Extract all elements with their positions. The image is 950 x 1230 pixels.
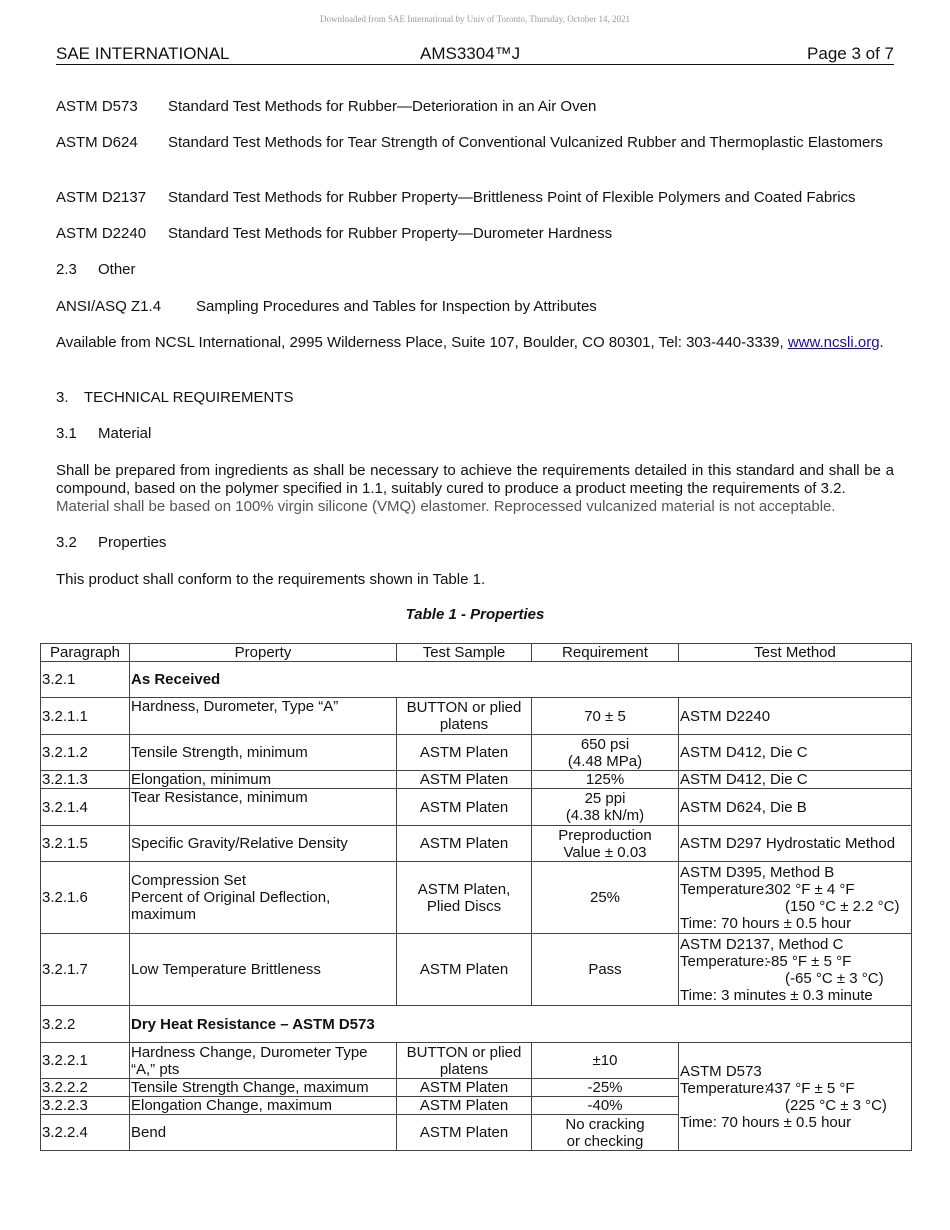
download-watermark: Downloaded from SAE International by Univ of Toronto, Thursday, October 14, 2021	[320, 14, 630, 24]
table-row	[41, 789, 912, 826]
property-cell: Tear Resistance, minimum	[130, 789, 397, 826]
reference-code: ASTM D624	[56, 134, 138, 151]
temperature-c: (150 °C ± 2.2 °C)	[785, 897, 900, 915]
section-3-2-heading	[56, 534, 894, 552]
reference-astm-d2137	[56, 189, 894, 207]
section-row-dry-heat	[41, 1006, 912, 1043]
temperature-f: -85 °F ± 5 °F	[766, 952, 852, 970]
paragraph-cell: 3.2.2.2	[41, 1079, 130, 1097]
method-cell: ASTM D412, Die C	[679, 735, 912, 771]
paragraph-cell: 3.2.2.1	[41, 1043, 130, 1079]
method-cell: ASTM D297 Hydrostatic Method	[679, 826, 912, 862]
method-temperature	[680, 881, 910, 898]
method-cell: ASTM D624, Die B	[679, 789, 912, 826]
section-2-3-heading	[56, 261, 894, 279]
method-time: Time: 70 hours ± 0.5 hour	[680, 914, 852, 932]
paragraph-cell: 3.2.1.3	[41, 771, 130, 789]
requirement-line: Preproduction	[558, 826, 652, 844]
section-title-cell: As Received	[130, 662, 912, 698]
sample-line: platens	[439, 1060, 489, 1078]
header-page-number: Page 3 of 7	[807, 44, 894, 63]
table-row	[41, 826, 912, 862]
sample-line: Plied Discs	[426, 897, 502, 915]
requirement-line: No cracking	[565, 1115, 645, 1133]
paragraph-cell: 3.2.2.4	[41, 1115, 130, 1151]
requirement-cell: -40%	[532, 1097, 679, 1115]
method-cell: ASTM D2240	[679, 698, 912, 735]
reference-title: Standard Test Methods for Rubber Property—Durometer Hardness	[168, 225, 613, 242]
section-title: Other	[98, 261, 136, 278]
sample-line: ASTM Platen,	[417, 880, 511, 898]
reference-title: Standard Test Methods for Rubber—Deterioration in an Air Oven	[168, 98, 597, 115]
paragraph-cell: 3.2.1.6	[41, 862, 130, 934]
dry-heat-method-cell	[679, 1043, 912, 1151]
reference-title: Standard Test Methods for Tear Strength of Conventional Vulcanized Rubber and Thermoplastic Elastomers	[168, 134, 883, 151]
method-time: Time: 3 minutes ± 0.3 minute	[680, 986, 873, 1004]
property-cell	[130, 862, 397, 934]
column-header: Test Method	[679, 644, 912, 662]
section-title-cell: Dry Heat Resistance – ASTM D573	[130, 1006, 912, 1043]
method-line: ASTM D573	[680, 1062, 762, 1080]
sample-cell: ASTM Platen	[397, 771, 532, 789]
availability-period: .	[879, 334, 884, 351]
method-temperature	[680, 953, 910, 970]
paragraph-cell: 3.2.1.7	[41, 934, 130, 1006]
table-row	[41, 771, 912, 789]
property-cell: Hardness Change, Durometer Type “A,” pts	[130, 1043, 397, 1079]
reference-astm-d2240	[56, 225, 894, 243]
reference-astm-d573	[56, 98, 894, 116]
property-line: Percent of Original Deflection, maximum	[131, 889, 331, 923]
property-cell: Bend	[130, 1115, 397, 1151]
section-number: 3.	[56, 389, 69, 406]
sample-line: platens	[439, 716, 489, 733]
section-number: 2.3	[56, 261, 77, 278]
reference-code: ASTM D2137	[56, 189, 147, 206]
ncsli-link[interactable]: www.ncsli.org	[787, 334, 880, 351]
requirement-cell	[532, 789, 679, 826]
temperature-c: (225 °C ± 3 °C)	[785, 1096, 887, 1114]
properties-paragraph: This product shall conform to the requirements shown in Table 1.	[56, 571, 486, 588]
method-cell	[679, 934, 912, 1006]
reference-code: ASTM D573	[56, 98, 138, 115]
table-header-row	[41, 644, 912, 662]
requirement-cell	[532, 1115, 679, 1151]
property-line: Compression Set	[131, 872, 247, 889]
section-title: TECHNICAL REQUIREMENTS	[84, 389, 294, 406]
property-cell: Low Temperature Brittleness	[130, 934, 397, 1006]
column-header: Property	[130, 644, 397, 662]
header-doc-id: AMS3304™J	[420, 44, 521, 63]
requirement-cell: 25%	[532, 862, 679, 934]
temperature-f: 302 °F ± 4 °F	[766, 880, 855, 898]
property-cell: Hardness, Durometer, Type “A”	[130, 698, 397, 735]
reference-ansi-z14	[56, 298, 894, 316]
method-temperature	[680, 1080, 910, 1097]
requirement-cell: ±10	[532, 1043, 679, 1079]
table-row	[41, 698, 912, 735]
method-cell: ASTM D412, Die C	[679, 771, 912, 789]
header-org: SAE INTERNATIONAL	[56, 44, 230, 63]
column-header: Test Sample	[397, 644, 532, 662]
table-row	[41, 934, 912, 1006]
method-cell	[679, 862, 912, 934]
sample-cell: ASTM Platen	[397, 934, 532, 1006]
table-row	[41, 1043, 912, 1079]
sample-cell	[397, 698, 532, 735]
reference-code: ANSI/ASQ Z1.4	[56, 298, 162, 315]
paragraph-cell: 3.2.2.3	[41, 1097, 130, 1115]
reference-title: Sampling Procedures and Tables for Inspection by Attributes	[196, 298, 597, 315]
section-3-1-heading	[56, 425, 894, 443]
reference-astm-d624	[56, 134, 894, 170]
reference-title: Standard Test Methods for Rubber Property—Brittleness Point of Flexible Polymers and Coated Fabrics	[168, 189, 856, 206]
temperature-label: Temperature:	[680, 880, 769, 898]
sample-line: BUTTON or plied	[406, 699, 522, 716]
section-number: 3.2	[56, 534, 77, 551]
property-cell: Specific Gravity/Relative Density	[130, 826, 397, 862]
paragraph-cell: 3.2.1.1	[41, 698, 130, 735]
requirement-cell	[532, 735, 679, 771]
availability-paragraph	[56, 334, 894, 352]
availability-text: Available from NCSL International, 2995 Wilderness Place, Suite 107, Boulder, CO 80301, Tel: 303-440-3339,	[56, 334, 784, 351]
table-row	[41, 862, 912, 934]
sample-cell: ASTM Platen	[397, 1097, 532, 1115]
sample-cell	[397, 862, 532, 934]
table-row	[41, 735, 912, 771]
temperature-label: Temperature:	[680, 1079, 769, 1097]
requirement-line: 650 psi	[580, 735, 630, 753]
sample-cell: ASTM Platen	[397, 789, 532, 826]
paragraph-cell: 3.2.1	[41, 662, 130, 698]
paragraph-cell: 3.2.1.4	[41, 789, 130, 826]
requirement-line: 25 ppi	[584, 790, 626, 807]
section-title: Properties	[98, 534, 167, 551]
sample-cell: ASTM Platen	[397, 1079, 532, 1097]
sample-cell: ASTM Platen	[397, 1115, 532, 1151]
section-title: Material	[98, 425, 152, 442]
method-line: ASTM D2137, Method C	[680, 935, 844, 953]
property-cell: Elongation Change, maximum	[130, 1097, 397, 1115]
properties-table	[40, 643, 912, 1151]
requirement-cell: Pass	[532, 934, 679, 1006]
sample-line: BUTTON or plied	[406, 1043, 522, 1061]
temperature-c: (-65 °C ± 3 °C)	[785, 969, 884, 987]
requirement-cell	[532, 826, 679, 862]
paragraph-cell: 3.2.1.2	[41, 735, 130, 771]
requirement-line: (4.38 kN/m)	[565, 807, 645, 824]
requirement-cell: 125%	[532, 771, 679, 789]
page-header	[56, 44, 894, 65]
requirement-cell: -25%	[532, 1079, 679, 1097]
sample-cell: ASTM Platen	[397, 735, 532, 771]
sample-cell	[397, 1043, 532, 1079]
requirement-line: or checking	[566, 1132, 644, 1150]
property-cell: Elongation, minimum	[130, 771, 397, 789]
requirement-line: (4.48 MPa)	[567, 752, 643, 770]
section-number: 3.1	[56, 425, 77, 442]
reference-code: ASTM D2240	[56, 225, 147, 242]
requirement-line: Value ± 0.03	[563, 843, 647, 861]
column-header: Paragraph	[41, 644, 130, 662]
material-text: Shall be prepared from ingredients as shall be necessary to achieve the requirements detailed in this standard and shall be a compound, based on the polymer specified in 1.1, suitably cured to produce a product meeting the requirements of 3.2.	[56, 462, 894, 497]
section-3-heading	[56, 389, 894, 407]
column-header: Requirement	[532, 644, 679, 662]
temperature-f: 437 °F ± 5 °F	[766, 1079, 855, 1097]
temperature-label: Temperature:	[680, 952, 769, 970]
sample-cell: ASTM Platen	[397, 826, 532, 862]
material-paragraph	[56, 462, 894, 498]
requirement-cell: 70 ± 5	[532, 698, 679, 735]
paragraph-cell: 3.2.1.5	[41, 826, 130, 862]
material-note: Material shall be based on 100% virgin silicone (VMQ) elastomer. Reprocessed vulcanized material is not acceptable.	[56, 498, 836, 515]
table-caption: Table 1 - Properties	[405, 606, 545, 623]
property-cell: Tensile Strength Change, maximum	[130, 1079, 397, 1097]
section-row-as-received	[41, 662, 912, 698]
method-time: Time: 70 hours ± 0.5 hour	[680, 1113, 852, 1131]
paragraph-cell: 3.2.2	[41, 1006, 130, 1043]
property-cell: Tensile Strength, minimum	[130, 735, 397, 771]
method-line: ASTM D395, Method B	[680, 863, 835, 881]
